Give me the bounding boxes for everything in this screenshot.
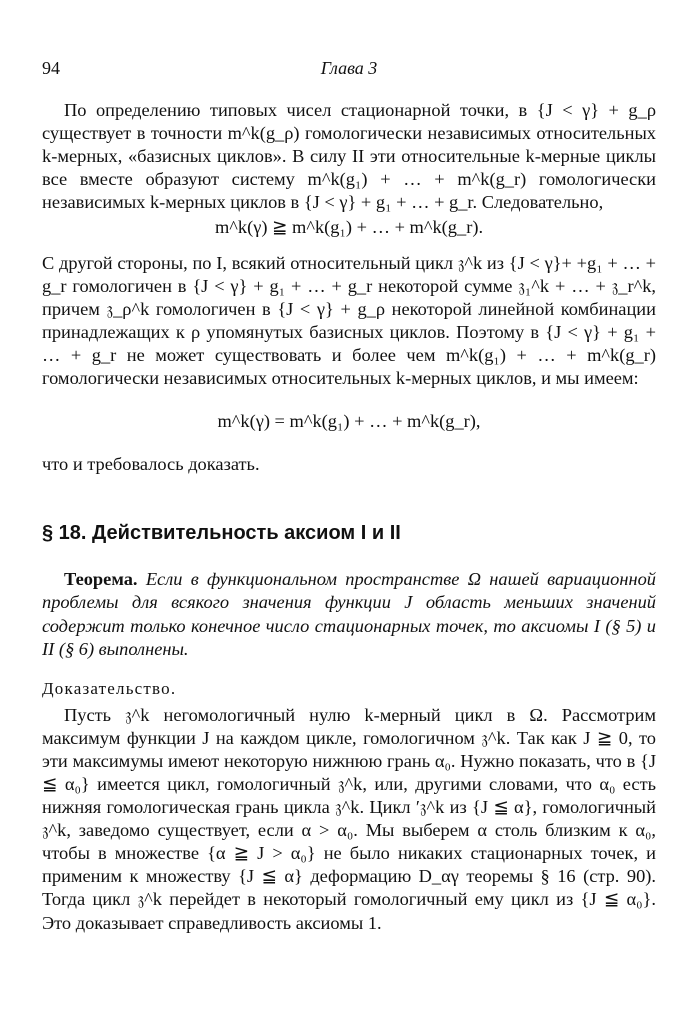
paragraph-typical-numbers: По определению типовых чисел стационарной точки, в {J < γ} + g_ρ существует в точности m^k(g_ρ) гомологически независимых относительных k-мерных, «базисных циклов». В силу II эти относительные k-мерные циклы все вместе образуют систему m^k(g₁) + … + m^k(g_r) гомологически независимых k-мерных циклов в {J < γ} + g₁ + … + g_r. Следовательно,	[42, 100, 656, 213]
page-number: 94	[42, 58, 60, 78]
proof-heading: Доказательство.	[42, 678, 177, 698]
section-heading: § 18. Действительность аксиом I и II	[42, 522, 401, 545]
running-header	[42, 58, 656, 82]
theorem-label: Теорема.	[64, 569, 138, 590]
chapter-title: Глава 3	[320, 58, 378, 78]
paragraph-qed: что и требовалось доказать.	[42, 454, 260, 475]
paragraph-other-side: С другой стороны, по I, всякий относительный цикл 𝔷^k из {J < γ}+ +g₁ + … + g_r гомологичен в {J < γ} + g₁ + … + g_r некоторой сумме 𝔷₁^k + … + 𝔷_r^k, причем 𝔷_ρ^k гомологичен в {J < γ} + g_ρ некоторой линейной комбинации принадлежащих к ρ упомянутых базисных циклов. Поэтому в {J < γ} + g₁ + … + g_r не может существовать и более чем m^k(g₁) + … + m^k(g_r) гомологически независимых относительных k-мерных циклов, и мы имеем:	[42, 252, 656, 389]
proof-text: Пусть 𝔷^k негомологичный нулю k-мерный цикл в Ω. Рассмотрим максимум функции J на каждом цикле, гомологичном 𝔷^k. Так как J ≧ 0, то эти максимумы имеют некоторую нижнюю грань α₀. Нужно показать, что в {J ≦ α₀} имеется цикл, гомологичный 𝔷^k, или, другими словами, что α₀ есть нижняя гомологическая грань цикла 𝔷^k. Цикл ′𝔷^k из {J ≦ α}, гомологичный 𝔷^k, заведомо существует, если α > α₀. Мы выберем α столь близким к α₀, чтобы в множестве {α ≧ J > α₀} не было никаких стационарных точек, и применим к множеству {J ≦ α} деформацию D_αγ теоремы § 16 (стр. 90). Тогда цикл 𝔷^k перейдет в некоторый гомологичный ему цикл из {J ≦ α₀}. Это доказывает справедливость аксиомы 1.	[42, 704, 656, 933]
inequality-formula: m^k(γ) ≧ m^k(g₁) + … + m^k(g_r).	[214, 217, 484, 238]
theorem-text: Если в функциональном пространстве Ω нашей вариационной проблемы для всякого значения функции J область меньших значений содержит только конечное число стационарных точек, то аксиомы I (§ 5) и II (§ 6) выполнены.	[42, 569, 656, 659]
theorem-statement	[42, 568, 656, 660]
book-page	[42, 58, 656, 935]
equality-formula: m^k(γ) = m^k(g₁) + … + m^k(g_r),	[217, 411, 481, 432]
